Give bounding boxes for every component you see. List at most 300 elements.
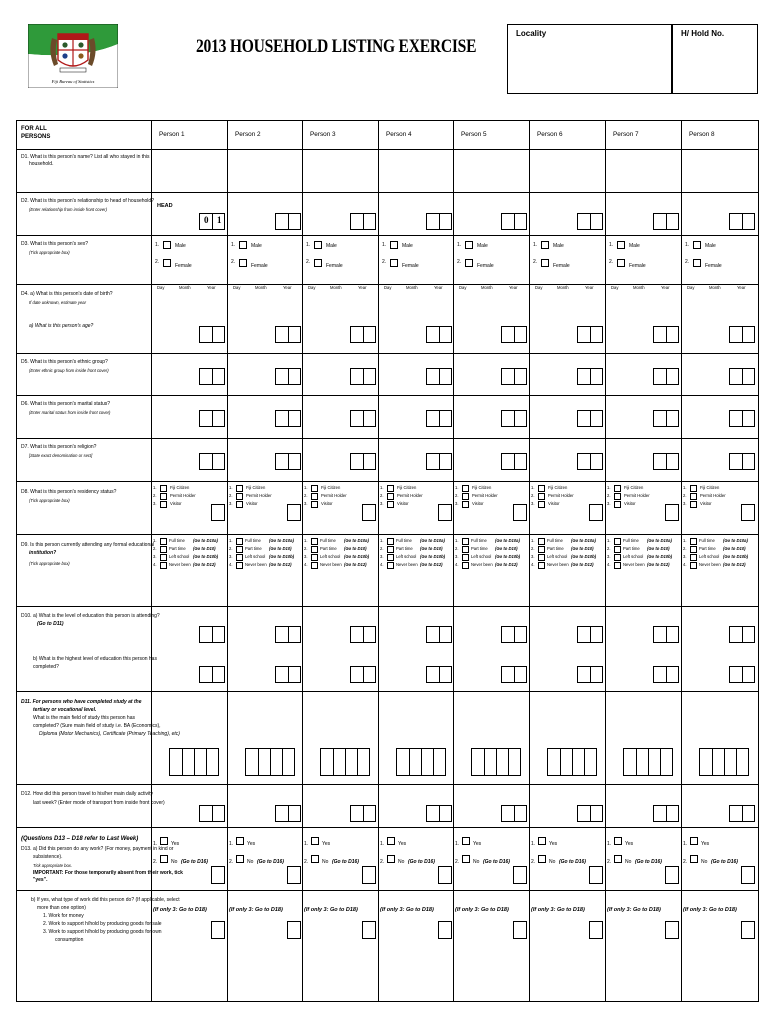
entry-cell[interactable] [730,806,742,821]
residency-checkbox[interactable] [160,485,167,492]
entry-cell[interactable] [345,749,357,775]
entry-cell[interactable] [288,369,300,384]
entry-cell[interactable] [654,411,666,426]
work-no-checkbox[interactable] [160,855,168,863]
entry-cell[interactable] [288,867,300,883]
entry-cell[interactable] [502,327,514,342]
female-checkbox[interactable] [314,259,322,267]
entry-cell[interactable] [590,667,602,682]
residency-code-cell[interactable] [589,504,603,521]
field-of-study-cells[interactable] [396,748,446,776]
transport-cells[interactable] [275,805,301,822]
residency-checkbox[interactable] [387,485,394,492]
entry-cell[interactable] [182,749,194,775]
entry-cell[interactable] [288,627,300,642]
entry-cell[interactable] [351,214,363,229]
education-attending-cells[interactable] [275,626,301,643]
relationship-code-cells[interactable] [653,213,679,230]
entry-cell[interactable] [439,327,451,342]
transport-cells[interactable] [729,805,755,822]
attendance-checkbox[interactable] [462,546,469,553]
entry-cell[interactable] [584,749,596,775]
entry-cell[interactable] [212,505,224,520]
entry-cell[interactable] [654,667,666,682]
residency-checkbox[interactable] [690,493,697,500]
residency-code-cell[interactable] [741,504,755,521]
entry-cell[interactable] [730,627,742,642]
work-no-checkbox[interactable] [538,855,546,863]
education-completed-cells[interactable] [501,666,527,683]
entry-cell[interactable] [742,454,754,469]
male-checkbox[interactable] [465,241,473,249]
entry-cell[interactable] [590,454,602,469]
work-type-code-cell[interactable] [741,921,755,939]
entry-cell[interactable] [276,327,288,342]
entry-cell[interactable] [590,411,602,426]
education-completed-cells[interactable] [199,666,225,683]
attendance-checkbox[interactable] [538,538,545,545]
entry-cell[interactable] [288,454,300,469]
entry-cell[interactable] [472,749,484,775]
attendance-checkbox[interactable] [462,562,469,569]
work-type-code-cell[interactable] [211,921,225,939]
name-field[interactable] [683,152,755,190]
entry-cell[interactable] [363,411,375,426]
male-checkbox[interactable] [314,241,322,249]
work-code-cell[interactable] [287,866,301,884]
name-field[interactable] [455,152,527,190]
marital-status-cells[interactable] [275,410,301,427]
entry-cell[interactable] [502,411,514,426]
work-no-checkbox[interactable] [236,855,244,863]
male-checkbox[interactable] [163,241,171,249]
name-field[interactable] [380,152,452,190]
entry-cell[interactable] [427,369,439,384]
age-cells[interactable] [501,326,527,343]
residency-checkbox[interactable] [387,501,394,508]
work-code-cell[interactable] [513,866,527,884]
entry-cell[interactable] [514,454,526,469]
entry-cell[interactable] [730,214,742,229]
entry-cell[interactable] [572,749,584,775]
female-checkbox[interactable] [541,259,549,267]
attendance-checkbox[interactable] [387,546,394,553]
entry-cell[interactable] [363,369,375,384]
entry-cell[interactable] [282,749,294,775]
age-cells[interactable] [729,326,755,343]
residency-checkbox[interactable] [311,501,318,508]
entry-cell[interactable] [742,627,754,642]
attendance-checkbox[interactable] [614,562,621,569]
entry-cell[interactable] [288,214,300,229]
entry-cell[interactable] [666,667,678,682]
entry-cell[interactable] [590,327,602,342]
entry-cell[interactable] [363,627,375,642]
entry-cell[interactable] [427,454,439,469]
entry-cell[interactable] [170,749,182,775]
entry-cell[interactable] [578,369,590,384]
ethnic-group-cells[interactable] [426,368,452,385]
attendance-checkbox[interactable] [690,546,697,553]
work-code-cell[interactable] [589,866,603,884]
entry-cell[interactable] [427,667,439,682]
attendance-checkbox[interactable] [160,538,167,545]
female-checkbox[interactable] [163,259,171,267]
entry-cell[interactable] [742,667,754,682]
entry-cell[interactable] [351,806,363,821]
entry-cell[interactable] [730,369,742,384]
entry-cell[interactable] [590,867,602,883]
entry-cell[interactable] [590,369,602,384]
work-yes-checkbox[interactable] [614,837,622,845]
work-no-checkbox[interactable] [462,855,470,863]
entry-cell[interactable] [514,667,526,682]
residency-checkbox[interactable] [462,501,469,508]
residency-checkbox[interactable] [160,501,167,508]
entry-cell[interactable] [514,214,526,229]
entry-cell[interactable] [351,327,363,342]
entry-cell[interactable] [270,749,282,775]
female-checkbox[interactable] [617,259,625,267]
work-yes-checkbox[interactable] [236,837,244,845]
entry-cell[interactable] [212,454,224,469]
work-no-checkbox[interactable] [387,855,395,863]
entry-cell[interactable] [427,627,439,642]
locality-field[interactable] [507,24,672,94]
female-checkbox[interactable] [693,259,701,267]
marital-status-cells[interactable] [653,410,679,427]
entry-cell[interactable] [200,667,212,682]
attendance-checkbox[interactable] [614,554,621,561]
entry-cell[interactable] [742,214,754,229]
education-attending-cells[interactable] [729,626,755,643]
male-checkbox[interactable] [693,241,701,249]
field-of-study-cells[interactable] [471,748,521,776]
attendance-checkbox[interactable] [311,554,318,561]
entry-cell[interactable] [288,411,300,426]
work-type-code-cell[interactable] [665,921,679,939]
entry-cell[interactable] [200,806,212,821]
entry-cell[interactable] [212,369,224,384]
entry-cell[interactable] [502,369,514,384]
entry-cell[interactable] [439,667,451,682]
attendance-checkbox[interactable] [236,546,243,553]
entry-cell[interactable] [560,749,572,775]
entry-cell[interactable] [666,411,678,426]
entry-cell[interactable] [246,749,258,775]
ethnic-group-cells[interactable] [729,368,755,385]
entry-cell[interactable] [742,369,754,384]
entry-cell[interactable] [363,667,375,682]
entry-cell[interactable] [351,667,363,682]
attendance-checkbox[interactable] [160,546,167,553]
entry-cell[interactable] [288,922,300,938]
entry-cell[interactable] [200,627,212,642]
entry-cell[interactable] [654,214,666,229]
entry-cell[interactable] [742,411,754,426]
entry-cell[interactable] [439,505,451,520]
ethnic-group-cells[interactable] [653,368,679,385]
entry-cell[interactable] [363,454,375,469]
entry-cell[interactable] [590,806,602,821]
ethnic-group-cells[interactable] [577,368,603,385]
entry-cell[interactable] [514,327,526,342]
religion-cells[interactable] [653,453,679,470]
hold-number-field[interactable] [672,24,758,94]
religion-cells[interactable] [275,453,301,470]
entry-cell[interactable] [276,369,288,384]
residency-checkbox[interactable] [690,485,697,492]
work-yes-checkbox[interactable] [387,837,395,845]
entry-cell[interactable] [439,627,451,642]
work-code-cell[interactable] [741,866,755,884]
work-code-cell[interactable] [438,866,452,884]
marital-status-cells[interactable] [501,410,527,427]
residency-checkbox[interactable] [236,501,243,508]
education-completed-cells[interactable] [729,666,755,683]
entry-cell[interactable] [624,749,636,775]
marital-status-cells[interactable] [729,410,755,427]
field-of-study-cells[interactable] [320,748,370,776]
entry-cell[interactable] [427,806,439,821]
entry-cell[interactable] [666,327,678,342]
marital-status-cells[interactable] [350,410,376,427]
entry-cell[interactable] [433,749,445,775]
education-attending-cells[interactable] [653,626,679,643]
work-code-cell[interactable] [362,866,376,884]
age-cells[interactable] [275,326,301,343]
entry-cell[interactable] [666,922,678,938]
age-cells[interactable] [653,326,679,343]
relationship-code-cells[interactable] [426,213,452,230]
entry-cell[interactable] [508,749,520,775]
work-no-checkbox[interactable] [614,855,622,863]
entry-cell[interactable] [742,867,754,883]
entry-cell[interactable] [502,806,514,821]
entry-cell[interactable] [421,749,433,775]
entry-cell[interactable] [514,806,526,821]
residency-checkbox[interactable] [614,485,621,492]
residency-checkbox[interactable] [236,493,243,500]
field-of-study-cells[interactable] [169,748,219,776]
work-yes-checkbox[interactable] [538,837,546,845]
entry-cell[interactable] [730,327,742,342]
attendance-checkbox[interactable] [614,538,621,545]
entry-cell[interactable] [590,505,602,520]
work-no-checkbox[interactable] [311,855,319,863]
residency-code-cell[interactable] [362,504,376,521]
field-of-study-cells[interactable] [245,748,295,776]
age-cells[interactable] [350,326,376,343]
entry-cell[interactable] [666,806,678,821]
relationship-code-cells[interactable] [275,213,301,230]
attendance-checkbox[interactable] [311,538,318,545]
residency-checkbox[interactable] [387,493,394,500]
attendance-checkbox[interactable] [538,546,545,553]
entry-cell[interactable] [200,369,212,384]
residency-checkbox[interactable] [614,501,621,508]
work-type-code-cell[interactable] [362,921,376,939]
entry-cell[interactable] [258,749,270,775]
religion-cells[interactable] [577,453,603,470]
attendance-checkbox[interactable] [690,538,697,545]
relationship-code-cells[interactable] [729,213,755,230]
attendance-checkbox[interactable] [462,554,469,561]
attendance-checkbox[interactable] [387,562,394,569]
entry-cell[interactable] [363,327,375,342]
residency-code-cell[interactable] [665,504,679,521]
entry-cell[interactable] [548,749,560,775]
entry-cell[interactable] [427,214,439,229]
marital-status-cells[interactable] [426,410,452,427]
entry-cell[interactable] [578,667,590,682]
entry-cell[interactable] [742,922,754,938]
entry-cell[interactable] [363,505,375,520]
entry-cell[interactable] [578,214,590,229]
attendance-checkbox[interactable] [236,554,243,561]
entry-cell[interactable] [502,454,514,469]
entry-cell[interactable] [212,667,224,682]
entry-cell[interactable] [276,667,288,682]
transport-cells[interactable] [577,805,603,822]
male-checkbox[interactable] [541,241,549,249]
entry-cell[interactable] [439,369,451,384]
attendance-checkbox[interactable] [236,538,243,545]
entry-cell[interactable] [351,411,363,426]
religion-cells[interactable] [199,453,225,470]
education-attending-cells[interactable] [577,626,603,643]
attendance-checkbox[interactable] [236,562,243,569]
attendance-checkbox[interactable] [387,538,394,545]
entry-cell[interactable] [276,454,288,469]
entry-cell[interactable] [212,327,224,342]
entry-cell[interactable] [288,806,300,821]
entry-cell[interactable] [439,411,451,426]
female-checkbox[interactable] [390,259,398,267]
entry-cell[interactable] [212,411,224,426]
residency-checkbox[interactable] [690,501,697,508]
entry-cell[interactable] [321,749,333,775]
residency-checkbox[interactable] [236,485,243,492]
attendance-checkbox[interactable] [160,554,167,561]
entry-cell[interactable] [502,667,514,682]
entry-cell[interactable] [666,369,678,384]
field-of-study-cells[interactable] [547,748,597,776]
entry-cell[interactable] [578,454,590,469]
attendance-checkbox[interactable] [462,538,469,545]
ethnic-group-cells[interactable] [350,368,376,385]
entry-cell[interactable] [660,749,672,775]
entry-cell[interactable] [439,806,451,821]
entry-cell[interactable] [496,749,508,775]
entry-cell[interactable] [590,214,602,229]
entry-cell[interactable] [333,749,345,775]
religion-cells[interactable] [426,453,452,470]
work-yes-checkbox[interactable] [690,837,698,845]
religion-cells[interactable] [350,453,376,470]
name-field[interactable] [153,152,225,190]
religion-cells[interactable] [501,453,527,470]
ethnic-group-cells[interactable] [275,368,301,385]
work-no-checkbox[interactable] [690,855,698,863]
residency-checkbox[interactable] [462,493,469,500]
entry-cell[interactable] [276,411,288,426]
attendance-checkbox[interactable] [387,554,394,561]
residency-code-cell[interactable] [438,504,452,521]
name-field[interactable] [304,152,376,190]
transport-cells[interactable] [653,805,679,822]
entry-cell[interactable] [666,505,678,520]
attendance-checkbox[interactable] [538,554,545,561]
work-yes-checkbox[interactable] [160,837,168,845]
entry-cell[interactable] [590,627,602,642]
transport-cells[interactable] [426,805,452,822]
attendance-checkbox[interactable] [690,562,697,569]
residency-checkbox[interactable] [311,485,318,492]
entry-cell[interactable] [666,867,678,883]
age-cells[interactable] [577,326,603,343]
education-completed-cells[interactable] [275,666,301,683]
entry-cell[interactable] [514,867,526,883]
relationship-code-cells[interactable] [577,213,603,230]
residency-code-cell[interactable] [287,504,301,521]
work-yes-checkbox[interactable] [311,837,319,845]
entry-cell[interactable] [712,749,724,775]
ethnic-group-cells[interactable] [199,368,225,385]
entry-cell[interactable] [484,749,496,775]
entry-cell[interactable] [648,749,660,775]
male-checkbox[interactable] [390,241,398,249]
attendance-checkbox[interactable] [160,562,167,569]
entry-cell[interactable] [276,806,288,821]
female-checkbox[interactable] [465,259,473,267]
entry-cell[interactable] [730,667,742,682]
male-checkbox[interactable] [239,241,247,249]
entry-cell[interactable] [212,806,224,821]
residency-checkbox[interactable] [538,493,545,500]
attendance-checkbox[interactable] [690,554,697,561]
education-completed-cells[interactable] [653,666,679,683]
entry-cell[interactable] [288,667,300,682]
female-checkbox[interactable] [239,259,247,267]
work-type-code-cell[interactable] [287,921,301,939]
entry-cell[interactable] [427,327,439,342]
entry-cell[interactable] [409,749,421,775]
education-completed-cells[interactable] [350,666,376,683]
entry-cell[interactable] [636,749,648,775]
entry-cell[interactable] [514,411,526,426]
entry-cell[interactable] [276,214,288,229]
residency-checkbox[interactable] [160,493,167,500]
work-type-code-cell[interactable] [589,921,603,939]
entry-cell[interactable] [742,327,754,342]
male-checkbox[interactable] [617,241,625,249]
religion-cells[interactable] [729,453,755,470]
entry-cell[interactable] [666,627,678,642]
age-cells[interactable] [199,326,225,343]
entry-cell[interactable] [212,922,224,938]
residency-checkbox[interactable] [311,493,318,500]
relationship-code-cells[interactable] [501,213,527,230]
entry-cell[interactable] [578,411,590,426]
residency-checkbox[interactable] [462,485,469,492]
entry-cell[interactable] [363,867,375,883]
residency-checkbox[interactable] [538,485,545,492]
field-of-study-cells[interactable] [699,748,749,776]
education-completed-cells[interactable] [426,666,452,683]
entry-cell[interactable] [363,922,375,938]
transport-cells[interactable] [501,805,527,822]
